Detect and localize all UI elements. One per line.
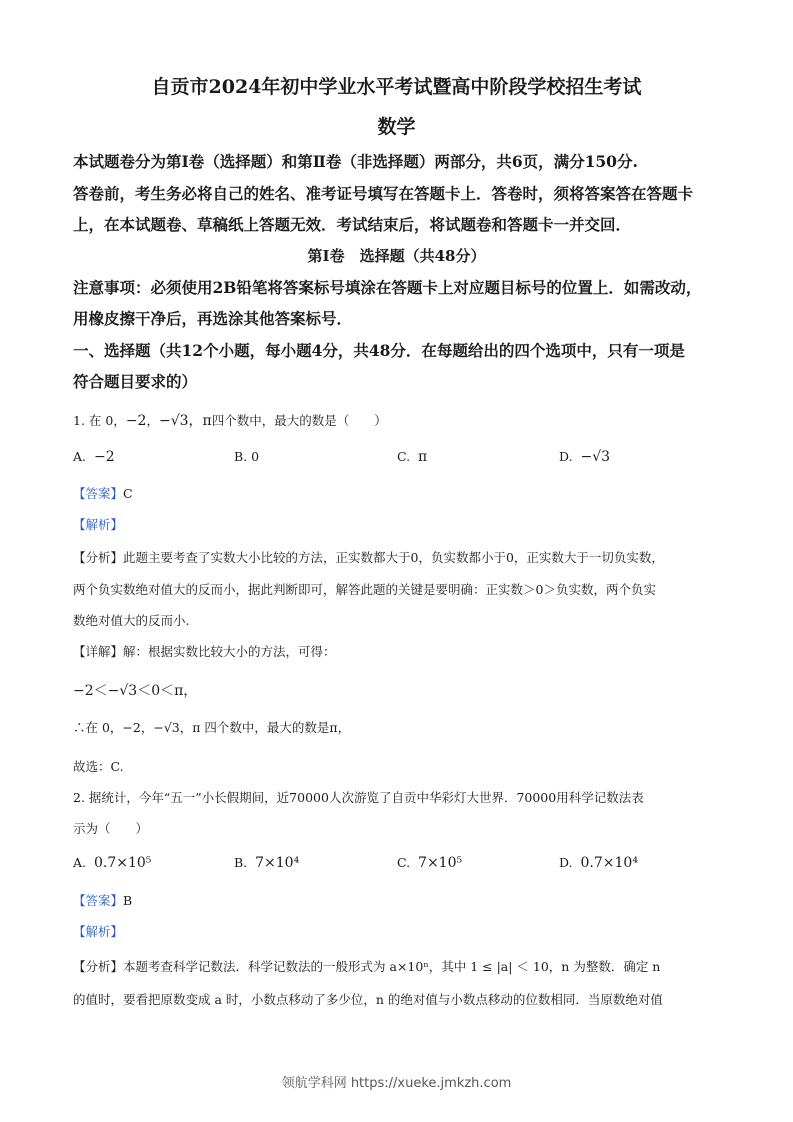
option-label: C. xyxy=(397,855,411,870)
q1-stem-pi: ，π xyxy=(188,413,212,429)
intro-line-3: 上，在本试题卷、草稿纸上答题无效．考试结束后，将试题卷和答题卡一并交回． xyxy=(73,215,632,234)
fenxi-tag: 【分析】 xyxy=(73,550,124,565)
part1-heading: 第Ⅰ卷 选择题（共48分） xyxy=(307,247,486,265)
q1-detail-inequality: −2＜−√3＜0＜π， xyxy=(73,683,198,699)
q1-option-a xyxy=(73,449,115,465)
q2-fenxi-line-2: 的值时，要看把原数变成 a 时，小数点移动了多少位，n 的绝对值与小数点移动的位数相同．当原数绝对值 xyxy=(73,992,663,1007)
q2-stem-line-2: 示为（ ） xyxy=(73,821,149,836)
option-value: 0.7×10⁵ xyxy=(93,855,152,871)
option-value: −2 xyxy=(93,449,115,465)
option-label: A. xyxy=(73,855,87,870)
q1-stem-prefix: 1. 在 0， xyxy=(73,413,126,428)
q1-detail-conclusion: ∴在 0，−2，−√3，π 四个数中，最大的数是π， xyxy=(73,720,351,735)
detail-text: 解：根据实数比较大小的方法，可得： xyxy=(123,644,336,659)
intro-line-1: 本试题卷分为第Ⅰ卷（选择题）和第Ⅱ卷（非选择题）两部分，共6页，满分150分. xyxy=(73,152,638,171)
option-value: 0.7×10⁴ xyxy=(580,855,638,871)
section1-line-1: 一、选择题（共12个小题，每小题4分，共48分．在每题给出的四个选项中，只有一项是 xyxy=(73,341,685,360)
q2-answer xyxy=(73,891,132,909)
q1-option-d xyxy=(559,449,610,465)
notice-line-2: 用橡皮擦干净后，再选涂其他答案标号． xyxy=(73,309,353,328)
q1-fenxi-line-1 xyxy=(73,548,664,566)
fenxi-tag: 【分析】 xyxy=(73,959,124,974)
answer-value: B xyxy=(123,893,133,908)
exam-title: 自贡市2024年初中学业水平考试暨高中阶段学校招生考试 xyxy=(151,76,642,98)
section1-line-2: 符合题目要求的） xyxy=(73,372,198,391)
q2-option-a xyxy=(73,855,151,871)
option-label: B. xyxy=(234,855,248,870)
option-value: π xyxy=(418,449,428,465)
q2-fenxi-line-1 xyxy=(73,957,660,975)
q2-stem-line-1: 2. 据统计，今年“五一”小长假期间，近70000人次游览了自贡中华彩灯大世界．70000用科学记数法表 xyxy=(73,790,644,805)
option-label: D. xyxy=(559,449,573,464)
fenxi-text: 此题主要考查了实数大小比较的方法，正实数都大于0，负实数都小于0，正实数大于一切负实数， xyxy=(123,550,664,565)
q2-option-c xyxy=(397,855,462,871)
q1-fenxi-line-3: 数绝对值大的反而小. xyxy=(73,613,190,628)
q1-stem-sep: ， xyxy=(146,413,159,428)
answer-tag: 【答案】 xyxy=(73,486,124,501)
answer-value: C xyxy=(123,486,133,501)
q1-stem xyxy=(73,410,387,430)
q1-option-b xyxy=(234,449,259,464)
option-value: 7×10⁵ xyxy=(418,855,463,871)
analysis-tag: 【解析】 xyxy=(73,924,124,939)
analysis-tag: 【解析】 xyxy=(73,517,124,532)
option-value: 0 xyxy=(251,449,260,464)
q1-stem-neg2: −2 xyxy=(125,413,147,429)
q1-analysis xyxy=(73,515,123,533)
option-label: D. xyxy=(559,855,573,870)
q1-detail-choice: 故选：C. xyxy=(73,759,124,774)
option-label: C. xyxy=(397,449,411,464)
fenxi-text: 本题考查科学记数法．科学记数法的一般形式为 a×10ⁿ，其中 1 ≤ |a| ＜ 10，n 为整数．确定 n xyxy=(123,959,661,974)
option-value: 7×10⁴ xyxy=(255,855,300,871)
option-value: −√3 xyxy=(580,449,611,465)
q1-answer xyxy=(73,484,133,502)
intro-line-2: 答卷前，考生务必将自己的姓名、准考证号填写在答题卡上．答卷时，须将答案答在答题卡 xyxy=(73,184,694,203)
q1-detail-line-1 xyxy=(73,642,336,660)
q1-stem-negsqrt3: −√3 xyxy=(158,413,189,429)
option-label: A. xyxy=(73,449,87,464)
footer-watermark: 领航学科网 https://xueke.jmkzh.com xyxy=(281,1076,512,1091)
answer-tag: 【答案】 xyxy=(73,893,124,908)
q2-option-b xyxy=(234,855,299,871)
option-label: B. xyxy=(234,449,248,464)
q1-stem-suffix: 四个数中，最大的数是（ ） xyxy=(211,413,387,428)
subject-title: 数学 xyxy=(377,116,416,138)
q2-option-d xyxy=(559,855,638,871)
q2-analysis xyxy=(73,922,123,940)
detail-tag: 【详解】 xyxy=(73,644,124,659)
notice-line-1: 注意事项：必须使用2B铅笔将答案标号填涂在答题卡上对应题目标号的位置上．如需改动， xyxy=(73,278,702,297)
q1-fenxi-line-2: 两个负实数绝对值大的反而小，据此判断即可，解答此题的关键是要明确：正实数＞0＞负实数，两个负实 xyxy=(73,582,656,597)
q1-option-c xyxy=(397,449,427,465)
